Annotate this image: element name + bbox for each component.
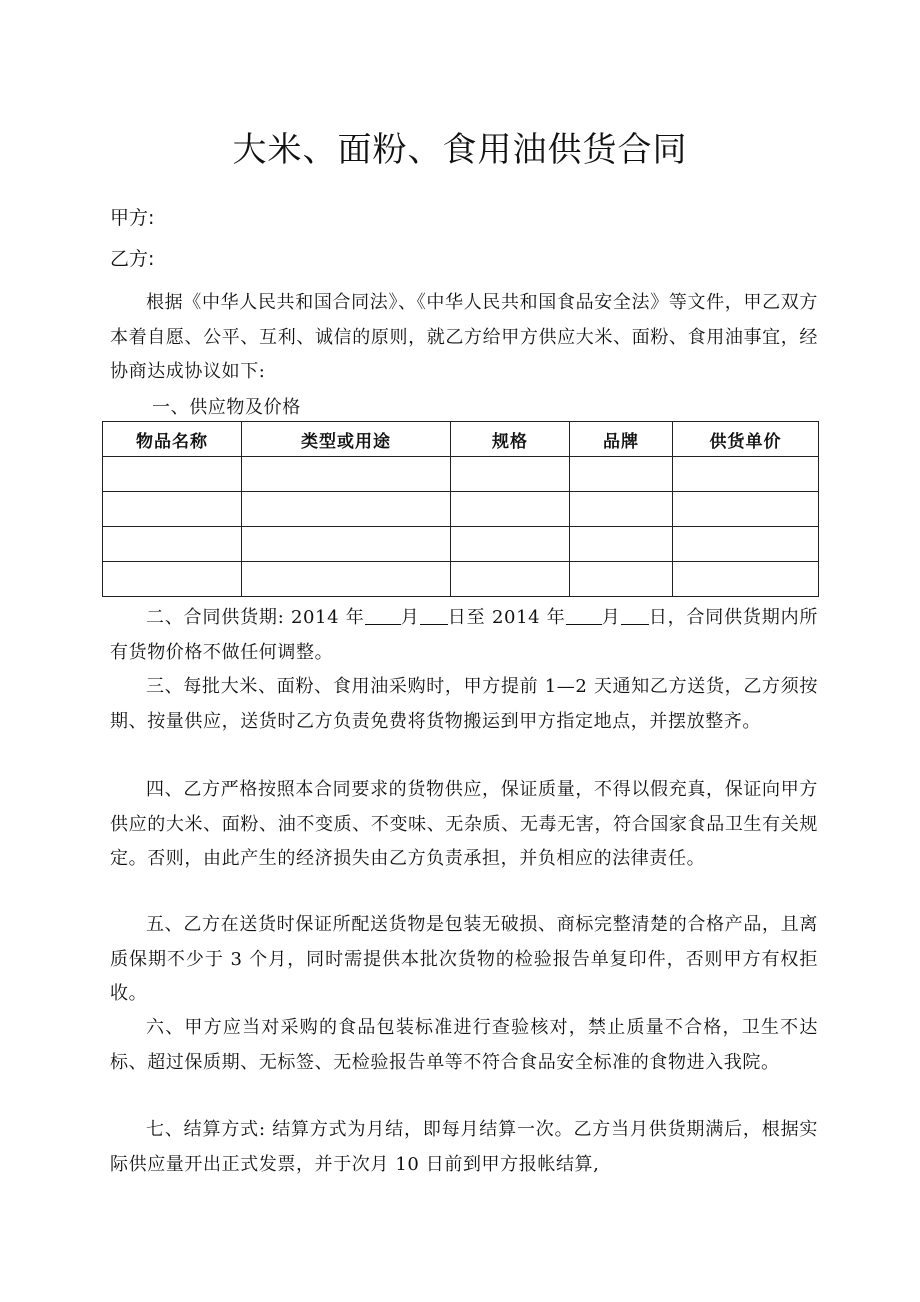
table-cell: [451, 527, 570, 562]
table-cell: [570, 527, 673, 562]
header-unit-price: 供货单价: [673, 422, 819, 457]
day-blank-1: [420, 606, 448, 625]
section4-paragraph: 四、乙方严格按照本合同要求的货物供应，保证质量，不得以假充真，保证向甲方供应的大米、面粉、油不变质、不变味、无杂质、无毒无害，符合国家食品卫生有关规定。否则，由此产生的经济损失由乙方负责承担，并负相应的法律责任。: [110, 779, 818, 869]
table-cell: [103, 527, 242, 562]
section2-day1: 日至 2014 年: [447, 607, 566, 628]
party-b-label: 乙方:: [110, 248, 155, 270]
section5-paragraph: 五、乙方在送货时保证所配送货物是包装无破损、商标完整清楚的合格产品，且离质保期不少于 3 个月，同时需提供本批次货物的检验报告单复印件，否则甲方有权拒收。: [110, 914, 818, 1004]
page-title: 大米、面粉、食用油供货合同: [232, 130, 688, 170]
table-cell: [451, 562, 570, 597]
table-row: [103, 492, 819, 527]
table-header-row: [103, 422, 819, 457]
table-row: [103, 457, 819, 492]
table-cell: [673, 492, 819, 527]
section3-paragraph: 三、每批大米、面粉、食用油采购时，甲方提前 1—2 天通知乙方送货，乙方须按期、按量供应，送货时乙方负责免费将货物搬运到甲方指定地点，并摆放整齐。: [110, 676, 818, 732]
table-cell: [673, 457, 819, 492]
table-cell: [242, 527, 451, 562]
section7-paragraph: 七、结算方式: 结算方式为月结，即每月结算一次。乙方当月供货期满后，根据实际供应量开出正式发票，并于次月 10 日前到甲方报帐结算,: [110, 1119, 818, 1175]
intro-paragraph: 根据《中华人民共和国合同法》、《中华人民共和国食品安全法》等文件，甲乙双方本着自愿、公平、互利、诚信的原则，就乙方给甲方供应大米、面粉、食用油事宜，经协商达成协议如下:: [110, 292, 818, 382]
table-cell: [103, 492, 242, 527]
header-spec: 规格: [451, 422, 570, 457]
month-blank-2: [566, 606, 602, 625]
section1-heading: 一、供应物及价格: [152, 397, 301, 418]
table-row: [103, 527, 819, 562]
table-cell: [242, 492, 451, 527]
table-cell: [242, 457, 451, 492]
table-cell: [242, 562, 451, 597]
header-type-usage: 类型或用途: [242, 422, 451, 457]
section2-prefix: 二、合同供货期: 2014 年: [146, 607, 365, 628]
section2-month2: 月: [601, 607, 621, 628]
table-row: [103, 562, 819, 597]
day-blank-2: [621, 606, 649, 625]
table-cell: [570, 492, 673, 527]
table-cell: [570, 457, 673, 492]
section2-month1: 月: [400, 607, 420, 628]
table-cell: [451, 457, 570, 492]
table-cell: [673, 527, 819, 562]
header-brand: 品牌: [570, 422, 673, 457]
table-cell: [673, 562, 819, 597]
table-cell: [451, 492, 570, 527]
price-table: [102, 421, 819, 597]
table-cell: [103, 457, 242, 492]
party-a-label: 甲方:: [110, 207, 155, 229]
table-cell: [103, 562, 242, 597]
section2-suffix: 日，合同供货期内所有货物价格不做任何调整。: [110, 607, 818, 663]
section6-paragraph: 六、甲方应当对采购的食品包装标准进行查验核对，禁止质量不合格，卫生不达标、超过保质期、无标签、无检验报告单等不符合食品安全标准的食物进入我院。: [110, 1017, 818, 1073]
month-blank-1: [365, 606, 401, 625]
table-cell: [570, 562, 673, 597]
section2-paragraph: [110, 601, 818, 670]
header-item-name: 物品名称: [103, 422, 242, 457]
